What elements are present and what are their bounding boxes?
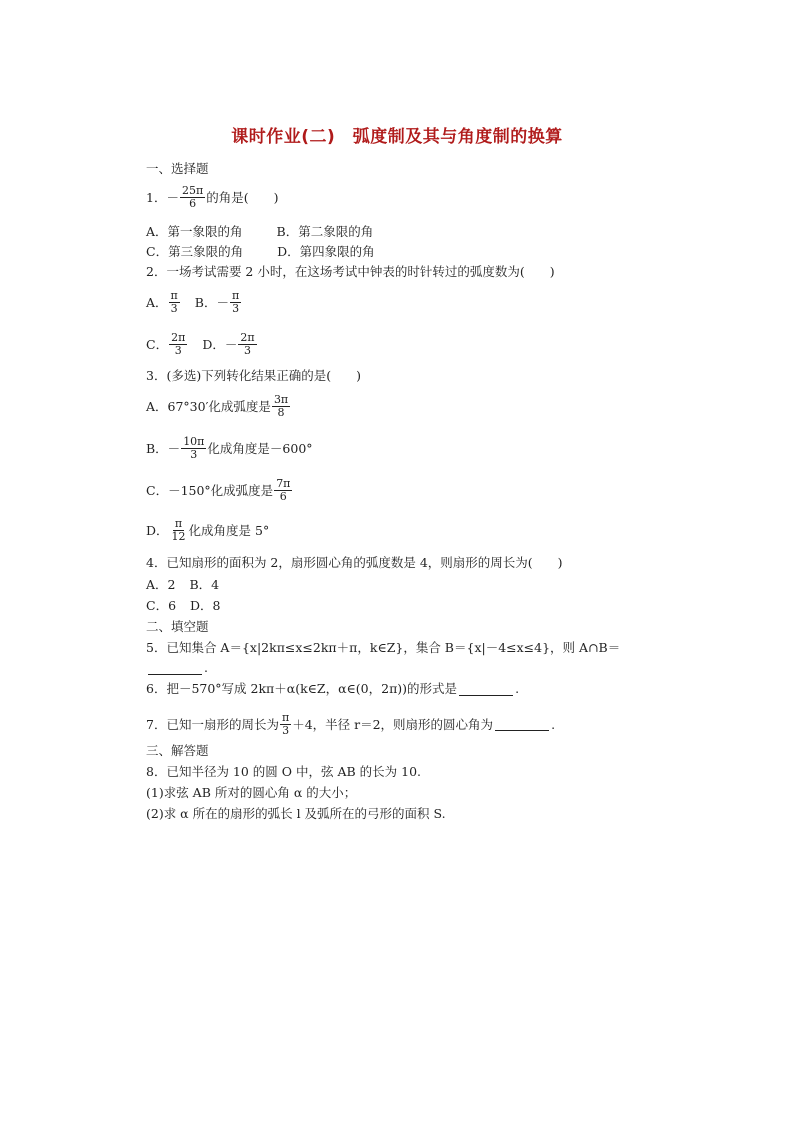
question-3-option-d: [146, 518, 269, 543]
fraction-denominator: 3: [190, 448, 198, 461]
option-b-text: 化成角度是－600°: [207, 440, 313, 456]
fraction-numerator: π: [231, 289, 240, 302]
option-a-fraction: [169, 290, 180, 315]
question-5: 5．已知集合 A＝{x|2kπ≤x≤2kπ＋π，k∈Z}，集合 B＝{x|－4≤x≤4}，则 A∩B＝: [146, 640, 621, 655]
option-d-label: D．: [146, 522, 169, 538]
option-d-fraction: [238, 332, 256, 357]
option-b-fraction: [181, 436, 206, 461]
fraction-denominator: 6: [189, 197, 197, 210]
option-d-fraction: [170, 518, 188, 543]
option-a-fraction: [272, 394, 290, 419]
option-c-fraction: [274, 478, 292, 503]
question-3-option-b: [146, 436, 313, 461]
option-b-fraction: [230, 290, 241, 315]
option-c: C．6: [146, 598, 177, 613]
fraction-denominator: 3: [174, 344, 182, 357]
option-c: C．: [146, 336, 169, 352]
question-7-fraction: [280, 712, 291, 737]
period: .: [515, 681, 520, 696]
option-a: A．2: [146, 577, 176, 592]
fraction-denominator: 3: [243, 344, 251, 357]
option-a-text: A．67°30′化成弧度是: [146, 398, 271, 414]
fraction-denominator: 6: [279, 490, 287, 503]
question-2-options-row1: [146, 290, 242, 315]
fraction-denominator: 3: [282, 724, 290, 737]
question-1-tail: 的角是( ): [206, 189, 279, 205]
option-b: B．－: [194, 294, 229, 310]
option-d-text: 化成角度是 5°: [188, 522, 270, 538]
period: .: [204, 660, 208, 675]
page-title: 课时作业(二) 弧度制及其与角度制的换算: [231, 127, 563, 147]
question-3: 3．(多选)下列转化结果正确的是( ): [146, 368, 361, 383]
option-c-text: C．－150°化成弧度是: [146, 482, 274, 498]
fraction-denominator: 12: [171, 530, 186, 543]
question-4-options-row1: [146, 577, 219, 593]
question-7: [146, 712, 555, 737]
option-a: A．第一象限的角: [146, 224, 243, 239]
fraction-denominator: 8: [277, 406, 285, 419]
question-4: 4．已知扇形的面积为 2，扇形圆心角的弧度数是 4，则扇形的周长为( ): [146, 555, 563, 570]
section-heading-fill-blank: 二、填空题: [146, 619, 209, 634]
period: .: [551, 716, 556, 732]
answer-blank[interactable]: [148, 662, 202, 675]
option-d: D．第四象限的角: [277, 244, 375, 259]
option-d: D．－: [202, 336, 238, 352]
question-1-options-row1: [146, 224, 373, 240]
question-1-number: 1．－: [146, 189, 179, 205]
question-1-fraction: [180, 185, 205, 210]
fraction-numerator: π: [174, 517, 183, 530]
question-1: [146, 185, 278, 210]
question-6: [146, 681, 519, 697]
option-b: B．第二象限的角: [276, 224, 374, 239]
fraction-numerator: 10π: [183, 435, 205, 448]
option-b: B．4: [189, 577, 220, 592]
section-heading-choice: 一、选择题: [146, 161, 209, 176]
fraction-numerator: 25π: [181, 184, 204, 197]
fraction-numerator: 2π: [240, 331, 255, 344]
fraction-numerator: 7π: [276, 477, 291, 490]
answer-blank[interactable]: [495, 718, 549, 731]
option-c-fraction: [169, 332, 187, 357]
question-4-options-row2: [146, 598, 221, 614]
option-d: D．8: [190, 598, 221, 613]
question-3-option-a: [146, 394, 291, 419]
fraction-numerator: 2π: [171, 331, 186, 344]
fraction-numerator: π: [281, 711, 290, 724]
question-7-text-post: ＋4，半径 r＝2，则扇形的圆心角为: [292, 716, 494, 732]
question-5-answer-line: [146, 660, 208, 676]
fraction-denominator: 3: [170, 302, 178, 315]
answer-blank[interactable]: [459, 683, 513, 696]
question-8: 8．已知半径为 10 的圆 O 中，弦 AB 的长为 10.: [146, 764, 422, 779]
question-8-part-1: (1)求弦 AB 所对的圆心角 α 的大小；: [146, 785, 357, 800]
question-6-text: 6．把－570°写成 2kπ＋α(k∈Z，α∈(0，2π))的形式是: [146, 681, 458, 696]
question-1-options-row2: [146, 244, 375, 260]
option-c: C．第三象限的角: [146, 244, 244, 259]
section-heading-solve: 三、解答题: [146, 743, 209, 758]
question-7-text-pre: 7．已知一扇形的周长为: [146, 716, 279, 732]
question-2: 2．一场考试需要 2 小时，在这场考试中钟表的时针转过的弧度数为( ): [146, 264, 555, 279]
fraction-denominator: 3: [232, 302, 240, 315]
question-2-options-row2: [146, 332, 258, 357]
fraction-numerator: π: [170, 289, 178, 302]
option-b-label: B．－: [146, 440, 181, 456]
fraction-numerator: 3π: [273, 393, 289, 406]
option-a: A．: [146, 294, 168, 310]
question-3-option-c: [146, 478, 293, 503]
question-8-part-2: (2)求 α 所在的扇形的弧长 l 及弧所在的弓形的面积 S.: [146, 806, 446, 821]
